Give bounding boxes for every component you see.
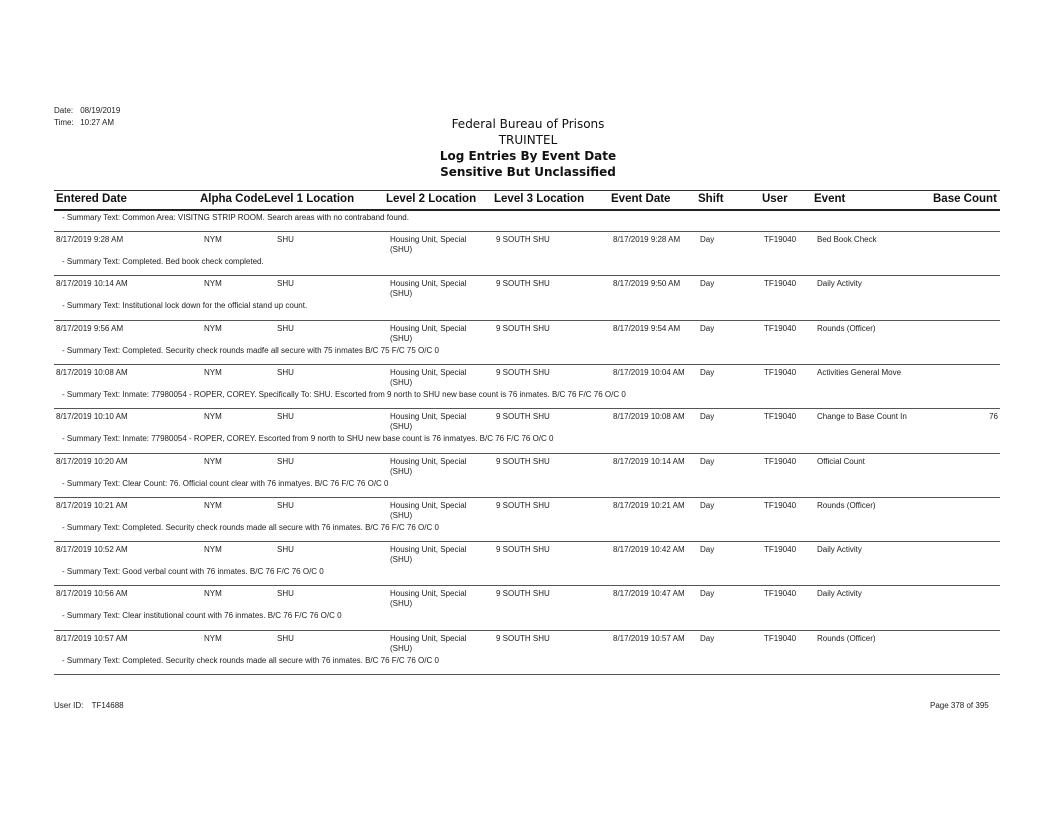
cell-entered-date: 8/17/2019 9:56 AM <box>56 324 124 333</box>
system-name: TRUINTEL <box>498 133 558 147</box>
cell-user: TF19040 <box>764 279 797 288</box>
cell-user: TF19040 <box>764 368 797 377</box>
cell-shift: Day <box>700 368 715 377</box>
col-user: User <box>762 193 788 205</box>
cell-level1: SHU <box>277 457 294 466</box>
cell-user: TF19040 <box>764 501 797 510</box>
cell-event-date: 8/17/2019 10:21 AM <box>613 501 685 510</box>
cell-event: Daily Activity <box>817 279 862 288</box>
cell-entered-date: 8/17/2019 10:20 AM <box>56 457 128 466</box>
cell-event-date: 8/17/2019 9:50 AM <box>613 279 681 288</box>
time-label: Time: <box>54 118 74 127</box>
classification: Sensitive But Unclassified <box>440 165 616 179</box>
cell-event-date: 8/17/2019 9:28 AM <box>613 235 681 244</box>
cell-event: Bed Book Check <box>817 235 877 244</box>
cell-user: TF19040 <box>764 589 797 598</box>
row-summary-text: - Summary Text: Inmate: 77980054 - ROPER, COREY. Specifically To: SHU. Escorted from 9 north to SHU new base count is 76 inmates. B/C 76 F/C 76 O/C 0 <box>62 390 626 399</box>
cell-entered-date: 8/17/2019 10:56 AM <box>56 589 128 598</box>
cell-level2: Housing Unit, Special (SHU) <box>390 589 467 608</box>
row-summary-text: - Summary Text: Completed. Bed book check completed. <box>62 257 264 266</box>
cell-level1: SHU <box>277 279 294 288</box>
cell-level1: SHU <box>277 324 294 333</box>
row-summary-text: - Summary Text: Completed. Security check rounds made all secure with 76 inmates. B/C 76 F/C 76 O/C 0 <box>62 523 439 532</box>
cell-event: Activities General Move <box>817 368 902 377</box>
user-id-value: TF14688 <box>91 701 124 710</box>
cell-entered-date: 8/17/2019 10:14 AM <box>56 279 128 288</box>
cell-alpha-code: NYM <box>204 545 222 554</box>
cell-event: Daily Activity <box>817 545 862 554</box>
page-number: Page 378 of 395 <box>930 701 989 710</box>
row-summary-text: - Summary Text: Completed. Security check rounds madfe all secure with 75 inmates B/C 75 F/C 75 O/C 0 <box>62 346 439 355</box>
footer-user-id <box>54 701 124 710</box>
cell-shift: Day <box>700 634 715 643</box>
date-label: Date: <box>54 106 74 115</box>
row-summary-text: - Summary Text: Clear institutional count with 76 inmates. B/C 76 F/C 76 O/C 0 <box>62 611 342 620</box>
cell-level2: Housing Unit, Special (SHU) <box>390 412 467 431</box>
cell-entered-date: 8/17/2019 10:10 AM <box>56 412 128 421</box>
cell-level2: Housing Unit, Special (SHU) <box>390 634 467 653</box>
cell-event: Rounds (Officer) <box>817 324 876 333</box>
col-level3: Level 3 Location <box>494 193 585 205</box>
row-separator <box>54 408 1000 409</box>
col-level2: Level 2 Location <box>386 193 477 205</box>
row-separator <box>54 231 1000 232</box>
cell-entered-date: 8/17/2019 9:28 AM <box>56 235 124 244</box>
cell-shift: Day <box>700 501 715 510</box>
row-summary-text: - Summary Text: Institutional lock down for the official stand up count. <box>62 301 308 310</box>
cell-level1: SHU <box>277 634 294 643</box>
row-summary-text: - Summary Text: Good verbal count with 76 inmates. B/C 76 F/C 76 O/C 0 <box>62 567 324 576</box>
cell-level1: SHU <box>277 501 294 510</box>
cell-alpha-code: NYM <box>204 589 222 598</box>
cell-event: Daily Activity <box>817 589 862 598</box>
cell-level1: SHU <box>277 235 294 244</box>
cell-level2: Housing Unit, Special (SHU) <box>390 457 467 476</box>
cell-level3: 9 SOUTH SHU <box>496 589 550 598</box>
cell-user: TF19040 <box>764 457 797 466</box>
cell-level2: Housing Unit, Special (SHU) <box>390 279 467 298</box>
cell-shift: Day <box>700 279 715 288</box>
cell-user: TF19040 <box>764 412 797 421</box>
cell-shift: Day <box>700 545 715 554</box>
cell-level2: Housing Unit, Special (SHU) <box>390 235 467 254</box>
cell-shift: Day <box>700 235 715 244</box>
col-event-date: Event Date <box>611 193 671 205</box>
cell-level2: Housing Unit, Special (SHU) <box>390 545 467 564</box>
col-event: Event <box>814 193 846 205</box>
cell-user: TF19040 <box>764 634 797 643</box>
cell-event: Rounds (Officer) <box>817 501 876 510</box>
cell-entered-date: 8/17/2019 10:08 AM <box>56 368 128 377</box>
cell-level1: SHU <box>277 589 294 598</box>
cell-alpha-code: NYM <box>204 324 222 333</box>
col-level1: Level 1 Location <box>264 193 355 205</box>
cell-event-date: 8/17/2019 10:47 AM <box>613 589 685 598</box>
cell-alpha-code: NYM <box>204 235 222 244</box>
user-id-label: User ID: <box>54 701 84 710</box>
cell-level3: 9 SOUTH SHU <box>496 235 550 244</box>
cell-level3: 9 SOUTH SHU <box>496 368 550 377</box>
cell-alpha-code: NYM <box>204 279 222 288</box>
col-shift: Shift <box>698 193 724 205</box>
cell-event: Rounds (Officer) <box>817 634 876 643</box>
cell-level3: 9 SOUTH SHU <box>496 457 550 466</box>
row-summary-text: - Summary Text: Inmate: 77980054 - ROPER, COREY. Escorted from 9 north to SHU new base count is 76 inmatyes. B/C 76 F/C 76 O/C 0 <box>62 434 554 443</box>
cell-level3: 9 SOUTH SHU <box>496 324 550 333</box>
cell-level3: 9 SOUTH SHU <box>496 501 550 510</box>
cell-user: TF19040 <box>764 235 797 244</box>
cell-level1: SHU <box>277 545 294 554</box>
cell-alpha-code: NYM <box>204 501 222 510</box>
cell-level2: Housing Unit, Special (SHU) <box>390 501 467 520</box>
cell-level3: 9 SOUTH SHU <box>496 634 550 643</box>
row-summary-text: - Summary Text: Completed. Security check rounds made all secure with 76 inmates. B/C 76 F/C 76 O/C 0 <box>62 656 439 665</box>
report-date <box>54 106 120 115</box>
cell-event-date: 8/17/2019 10:14 AM <box>613 457 685 466</box>
time-value: 10:27 AM <box>80 118 115 127</box>
report-time <box>54 118 114 127</box>
cell-event-date: 8/17/2019 10:42 AM <box>613 545 685 554</box>
cell-base-count: 76 <box>989 412 998 421</box>
cell-event-date: 8/17/2019 9:54 AM <box>613 324 681 333</box>
cell-user: TF19040 <box>764 545 797 554</box>
row-separator <box>54 541 1000 542</box>
report-title-block <box>300 116 756 180</box>
cell-alpha-code: NYM <box>204 457 222 466</box>
row-summary-text: - Summary Text: Clear Count: 76. Official count clear with 76 inmatyes. B/C 76 F/C 76 O/C 0 <box>62 479 389 488</box>
cell-event: Official Count <box>817 457 865 466</box>
row-separator <box>54 453 1000 454</box>
cell-shift: Day <box>700 412 715 421</box>
row-separator <box>54 364 1000 365</box>
col-base-count: Base Count <box>933 193 997 205</box>
cell-event-date: 8/17/2019 10:08 AM <box>613 412 685 421</box>
cell-level3: 9 SOUTH SHU <box>496 545 550 554</box>
cell-entered-date: 8/17/2019 10:52 AM <box>56 545 128 554</box>
cell-user: TF19040 <box>764 324 797 333</box>
col-alpha-code: Alpha Code <box>200 193 264 205</box>
cell-shift: Day <box>700 324 715 333</box>
cell-level2: Housing Unit, Special (SHU) <box>390 368 467 387</box>
cell-event-date: 8/17/2019 10:04 AM <box>613 368 685 377</box>
cell-level3: 9 SOUTH SHU <box>496 412 550 421</box>
cell-alpha-code: NYM <box>204 368 222 377</box>
cell-level3: 9 SOUTH SHU <box>496 279 550 288</box>
cell-level2: Housing Unit, Special (SHU) <box>390 324 467 343</box>
cell-shift: Day <box>700 457 715 466</box>
row-separator <box>54 674 1000 675</box>
header-bottom-rule <box>54 209 1000 211</box>
cell-alpha-code: NYM <box>204 412 222 421</box>
row-separator <box>54 320 1000 321</box>
cell-event-date: 8/17/2019 10:57 AM <box>613 634 685 643</box>
agency-name: Federal Bureau of Prisons <box>451 117 605 131</box>
cell-entered-date: 8/17/2019 10:21 AM <box>56 501 128 510</box>
cell-shift: Day <box>700 589 715 598</box>
report-name: Log Entries By Event Date <box>439 149 617 163</box>
row-separator <box>54 585 1000 586</box>
col-entered-date: Entered Date <box>56 193 127 205</box>
header-top-rule <box>54 190 1000 191</box>
cell-level1: SHU <box>277 368 294 377</box>
row-separator <box>54 275 1000 276</box>
row-separator <box>54 497 1000 498</box>
cell-alpha-code: NYM <box>204 634 222 643</box>
cell-level1: SHU <box>277 412 294 421</box>
row-separator <box>54 630 1000 631</box>
date-value: 08/19/2019 <box>80 106 121 115</box>
intro-summary: - Summary Text: Common Area: VISITNG STRIP ROOM. Search areas with no contraband found. <box>62 213 409 222</box>
cell-event: Change to Base Count In <box>817 412 907 421</box>
cell-entered-date: 8/17/2019 10:57 AM <box>56 634 128 643</box>
